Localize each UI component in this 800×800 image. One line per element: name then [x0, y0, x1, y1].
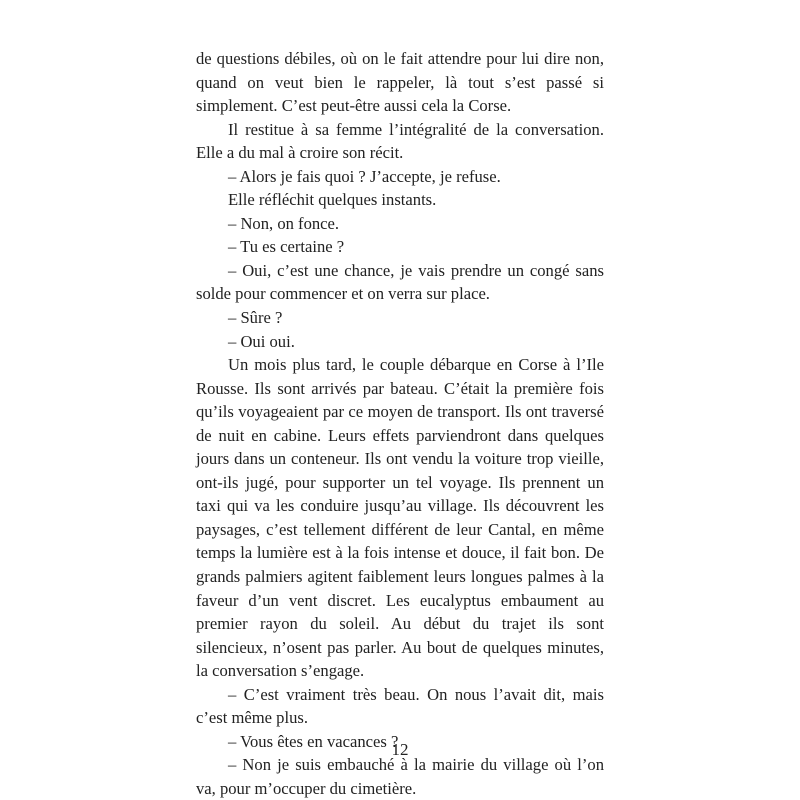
- page-number: 12: [391, 740, 409, 759]
- paragraph: Il restitue à sa femme l’intégralité de la conversation. Elle a du mal à croire son récit.: [196, 119, 604, 163]
- dialogue-line: – Vous êtes en vacances ?: [228, 731, 399, 751]
- dialogue-line: – Oui oui.: [228, 331, 295, 351]
- dialogue-line: – Oui, c’est une chance, je vais prendre un congé sans solde pour commencer et on verra sur place.: [196, 260, 604, 304]
- dialogue-line: – Non je suis embauché à la mairie du village où l’on va, pour m’occuper du cimetière.: [196, 755, 604, 798]
- paragraph: Elle réfléchit quelques instants.: [228, 190, 437, 210]
- dialogue-line: – Tu es certaine ?: [228, 237, 345, 257]
- paragraph: Un mois plus tard, le couple débarque en Corse à l’Ile Rousse. Ils sont arrivés par bateau. C’était la première fois qu’ils voyageaient par ce moyen de transport. Ils ont traversé de nuit en cabine. Leurs effets parviendront dans quelques jours dans un conteneur. Ils ont vendu la voiture trop vieille, ont-ils jugé, pour supporter un tel voyage. Ils prennent un taxi qui va les conduire jusqu’au village. Ils découvrent les paysages, c’est tellement différent de leur Cantal, en même temps la lumière est à la fois intense et douce, il fait bon. De grands palmiers agitent faiblement leurs longues palmes à la faveur d’un vent discret. Les eucalyptus embaument au premier rayon du soleil. Au début du trajet ils sont silencieux, n’osent pas parler. Au bout de quelques minutes, la conversation s’engage.: [196, 355, 604, 681]
- dialogue-line: – Sûre ?: [228, 308, 283, 328]
- dialogue-line: – Alors je fais quoi ? J’accepte, je refuse.: [228, 166, 501, 186]
- paragraph-continuation: de questions débiles, où on le fait attendre pour lui dire non, quand on veut bien le rappeler, là tout s’est passé si simplement. C’est peut-être aussi cela la Corse.: [196, 49, 604, 116]
- body-text: [196, 47, 604, 800]
- dialogue-line: – Non, on fonce.: [228, 213, 340, 233]
- dialogue-line: – C’est vraiment très beau. On nous l’avait dit, mais c’est même plus.: [196, 684, 604, 728]
